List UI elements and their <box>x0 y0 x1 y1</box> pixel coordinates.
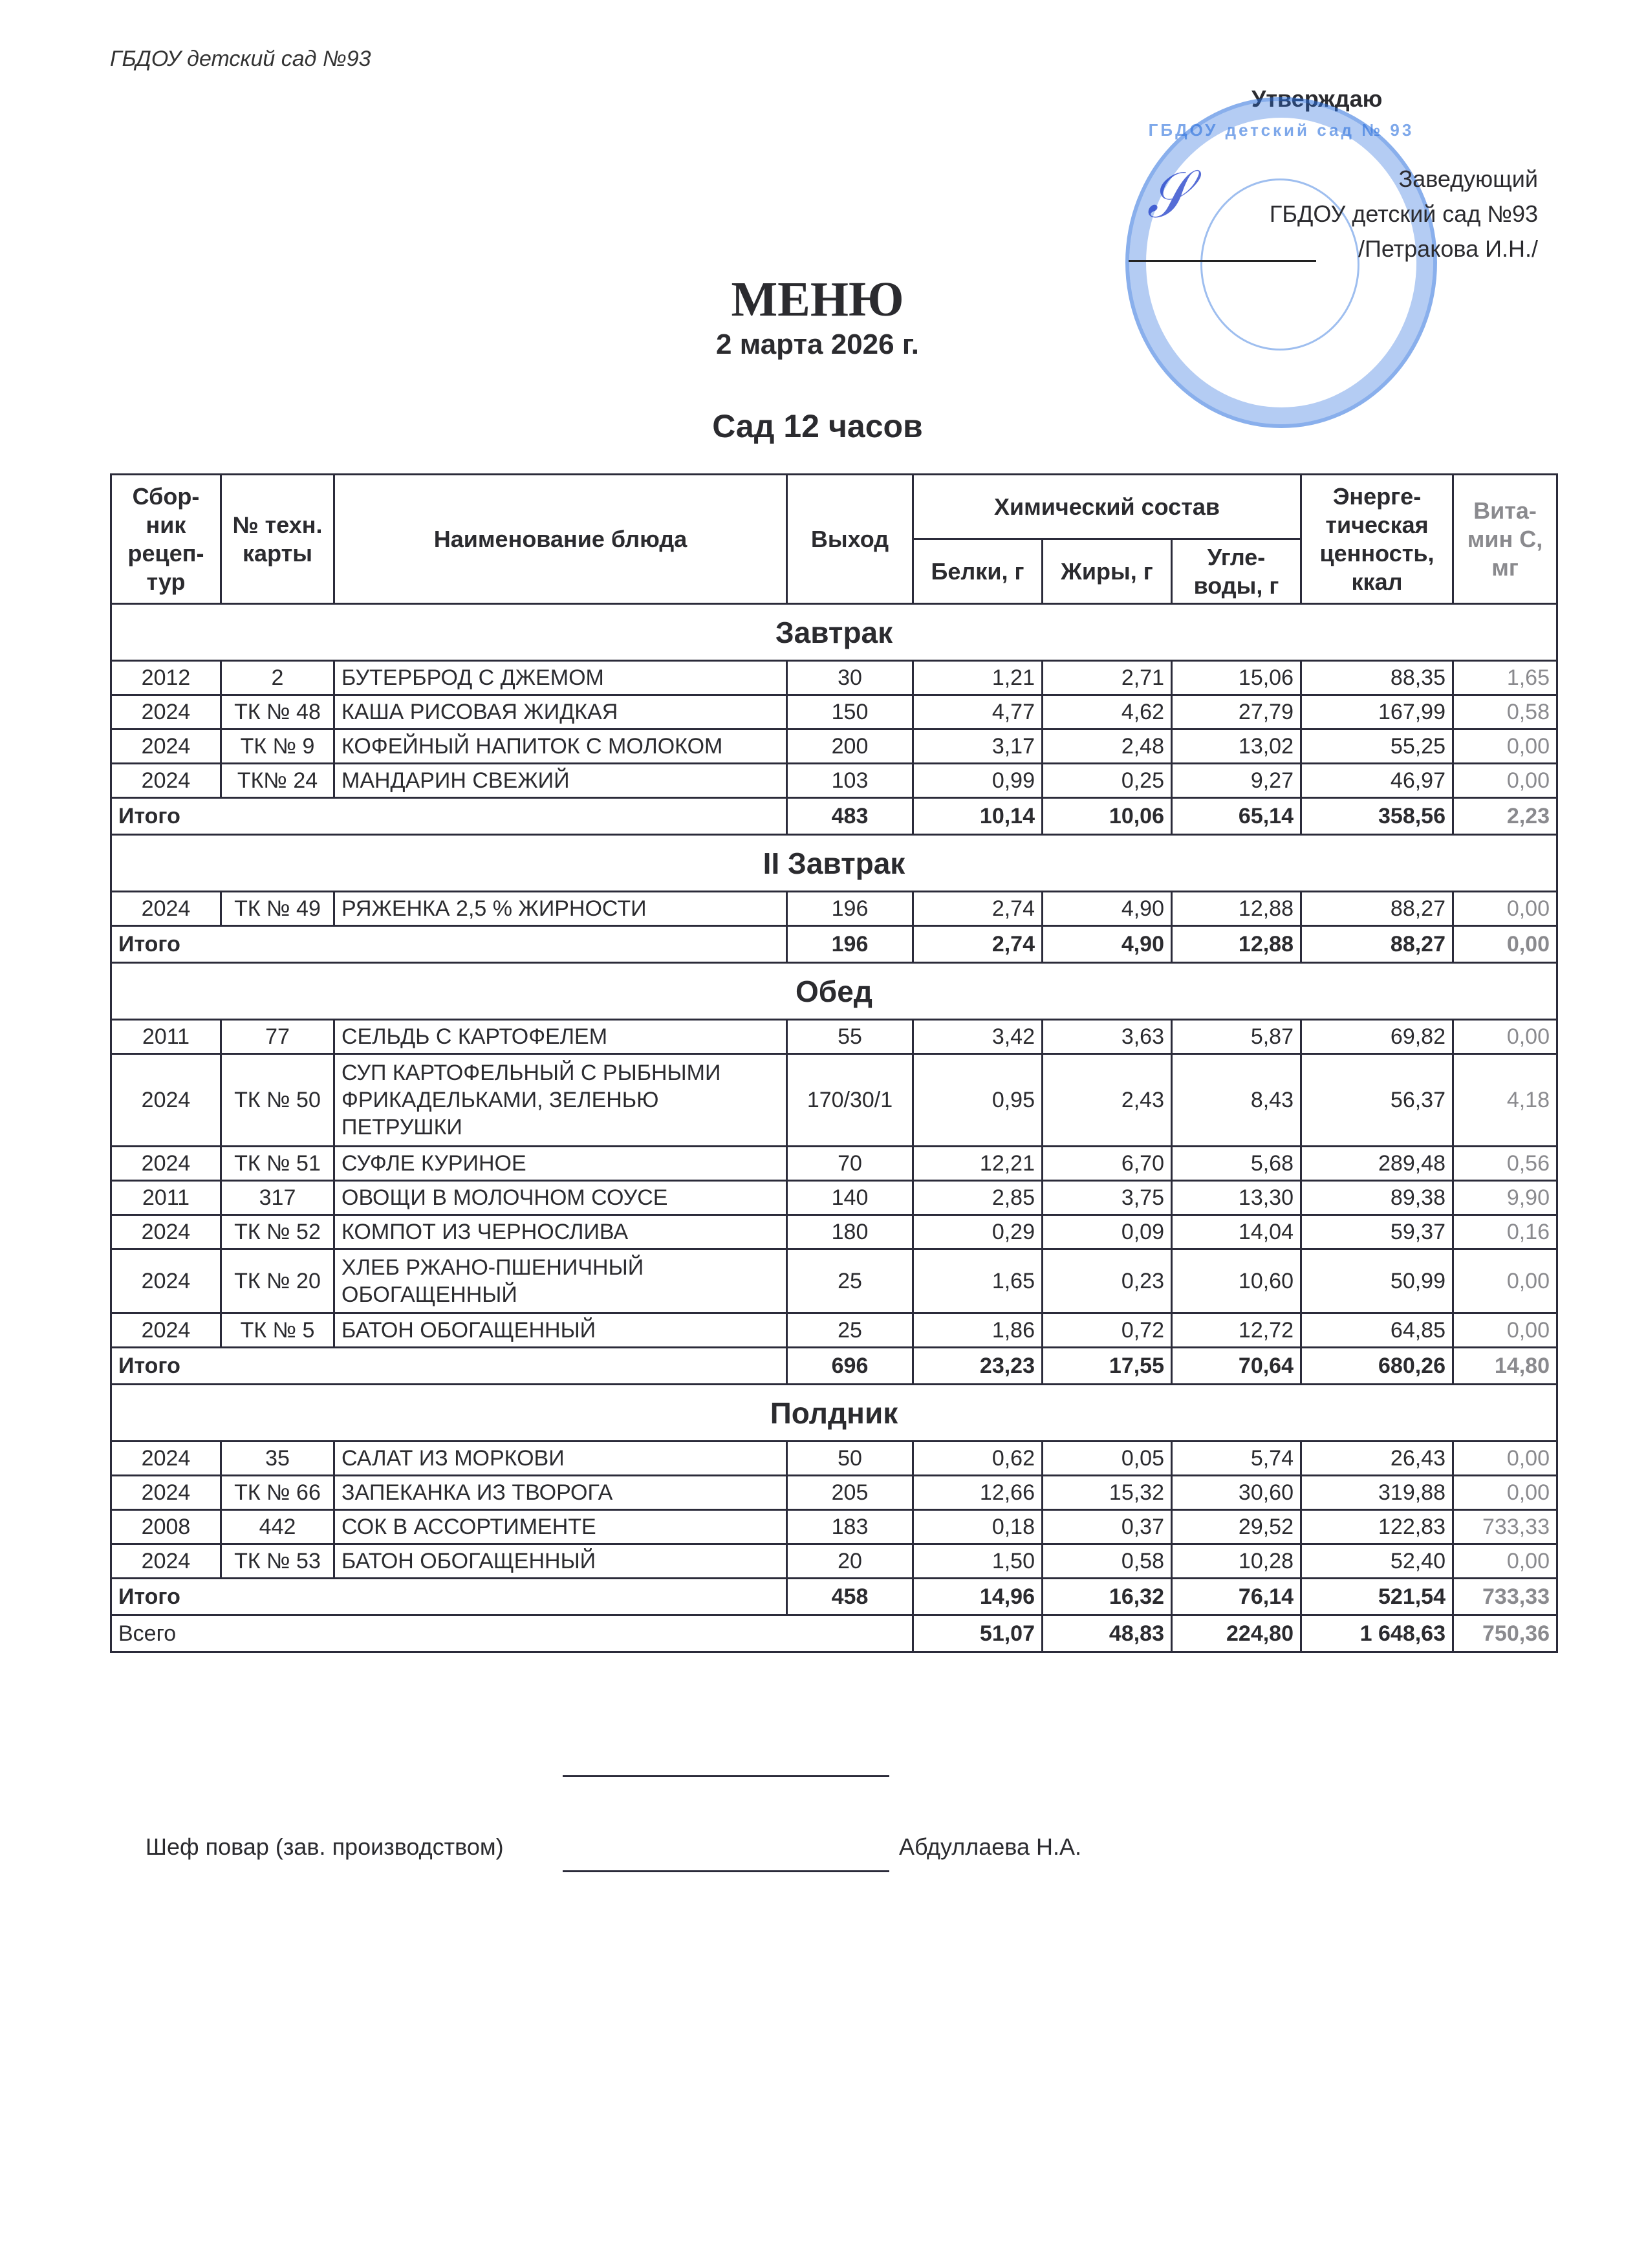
fat-value: 0,09 <box>1043 1215 1172 1249</box>
protein-value: 4,77 <box>913 695 1043 729</box>
dish-name: СУФЛЕ КУРИНОЕ <box>334 1147 787 1181</box>
energy-value: 50,99 <box>1301 1249 1453 1313</box>
fat-value: 0,58 <box>1043 1544 1172 1579</box>
protein-value: 2,85 <box>913 1181 1043 1215</box>
subtotal-vitamin-c: 14,80 <box>1453 1348 1557 1385</box>
grand-total-row <box>111 1615 1557 1652</box>
subtotal-row <box>111 1579 1557 1615</box>
collection-year: 2024 <box>111 1313 221 1348</box>
vitamin-c-value: 0,56 <box>1453 1147 1557 1181</box>
subtotal-vitamin-c: 2,23 <box>1453 798 1557 835</box>
subtotal-fat: 16,32 <box>1043 1579 1172 1615</box>
dish-name: БАТОН ОБОГАЩЕННЫЙ <box>334 1313 787 1348</box>
fat-value: 4,62 <box>1043 695 1172 729</box>
approver-name: /Петракова И.Н./ <box>1358 235 1538 262</box>
vitamin-c-value: 4,18 <box>1453 1054 1557 1147</box>
yield-value: 200 <box>787 729 913 764</box>
vitamin-c-value: 0,00 <box>1453 1249 1557 1313</box>
collection-year: 2024 <box>111 892 221 926</box>
subtotal-carbs: 65,14 <box>1172 798 1301 835</box>
carbs-value: 8,43 <box>1172 1054 1301 1147</box>
energy-value: 52,40 <box>1301 1544 1453 1579</box>
tech-card-number: ТК № 9 <box>221 729 334 764</box>
vitamin-c-value: 0,00 <box>1453 1544 1557 1579</box>
tech-card-number: ТК № 20 <box>221 1249 334 1313</box>
table-row <box>111 892 1557 926</box>
col-yield: Выход <box>787 475 913 604</box>
carbs-value: 14,04 <box>1172 1215 1301 1249</box>
table-row <box>111 1020 1557 1054</box>
yield-value: 70 <box>787 1147 913 1181</box>
protein-value: 0,29 <box>913 1215 1043 1249</box>
carbs-value: 5,74 <box>1172 1442 1301 1476</box>
dish-name: ОВОЩИ В МОЛОЧНОМ СОУСЕ <box>334 1181 787 1215</box>
tech-card-number: ТК № 48 <box>221 695 334 729</box>
dish-name: СОК В АССОРТИМЕНТЕ <box>334 1510 787 1544</box>
carbs-value: 10,60 <box>1172 1249 1301 1313</box>
table-row <box>111 1476 1557 1510</box>
subtotal-label: Итого <box>111 798 787 835</box>
signature-line-upper <box>563 1775 889 1777</box>
tech-card-number: ТК № 51 <box>221 1147 334 1181</box>
approver-block <box>1270 162 1538 266</box>
menu-date: 2 марта 2026 г. <box>716 329 919 360</box>
collection-year: 2008 <box>111 1510 221 1544</box>
energy-value: 88,27 <box>1301 892 1453 926</box>
col-tech-card: № техн. карты <box>221 475 334 604</box>
vitamin-c-value: 0,00 <box>1453 892 1557 926</box>
table-row <box>111 764 1557 798</box>
subtotal-yield: 696 <box>787 1348 913 1385</box>
fat-value: 0,23 <box>1043 1249 1172 1313</box>
vitamin-c-value: 0,00 <box>1453 764 1557 798</box>
yield-value: 140 <box>787 1181 913 1215</box>
protein-value: 0,95 <box>913 1054 1043 1147</box>
collection-year: 2024 <box>111 764 221 798</box>
fat-value: 0,25 <box>1043 764 1172 798</box>
yield-value: 20 <box>787 1544 913 1579</box>
energy-value: 289,48 <box>1301 1147 1453 1181</box>
yield-value: 25 <box>787 1249 913 1313</box>
protein-value: 1,65 <box>913 1249 1043 1313</box>
col-energy: Энерге-тическая ценность, ккал <box>1301 475 1453 604</box>
dish-name: БУТЕРБРОД С ДЖЕМОМ <box>334 661 787 695</box>
section-title: Обед <box>111 963 1557 1020</box>
protein-value: 12,66 <box>913 1476 1043 1510</box>
table-row <box>111 695 1557 729</box>
dish-name: КОМПОТ ИЗ ЧЕРНОСЛИВА <box>334 1215 787 1249</box>
energy-value: 167,99 <box>1301 695 1453 729</box>
grand-total-protein: 51,07 <box>913 1615 1043 1652</box>
section-title: Завтрак <box>111 604 1557 661</box>
yield-value: 55 <box>787 1020 913 1054</box>
col-collection: Сбор-ник рецеп-тур <box>111 475 221 604</box>
table-row <box>111 729 1557 764</box>
col-chem-composition: Химический состав <box>913 475 1301 539</box>
table-row <box>111 1054 1557 1147</box>
grand-total-carbs: 224,80 <box>1172 1615 1301 1652</box>
carbs-value: 13,02 <box>1172 729 1301 764</box>
yield-value: 183 <box>787 1510 913 1544</box>
section-title: Полдник <box>111 1385 1557 1442</box>
fat-value: 2,43 <box>1043 1054 1172 1147</box>
dish-name: БАТОН ОБОГАЩЕННЫЙ <box>334 1544 787 1579</box>
vitamin-c-value: 0,00 <box>1453 1442 1557 1476</box>
table-row <box>111 1544 1557 1579</box>
energy-value: 26,43 <box>1301 1442 1453 1476</box>
energy-value: 319,88 <box>1301 1476 1453 1510</box>
tech-card-number: ТК № 53 <box>221 1544 334 1579</box>
energy-value: 88,35 <box>1301 661 1453 695</box>
carbs-value: 15,06 <box>1172 661 1301 695</box>
section-header-row <box>111 963 1557 1020</box>
carbs-value: 13,30 <box>1172 1181 1301 1215</box>
tech-card-number: ТК № 5 <box>221 1313 334 1348</box>
carbs-value: 29,52 <box>1172 1510 1301 1544</box>
vitamin-c-value: 0,00 <box>1453 1020 1557 1054</box>
table-row <box>111 1442 1557 1476</box>
tech-card-number: ТК № 52 <box>221 1215 334 1249</box>
yield-value: 103 <box>787 764 913 798</box>
section-header-row <box>111 1385 1557 1442</box>
subtotal-protein: 2,74 <box>913 926 1043 963</box>
yield-value: 50 <box>787 1442 913 1476</box>
carbs-value: 12,72 <box>1172 1313 1301 1348</box>
subtotal-vitamin-c: 0,00 <box>1453 926 1557 963</box>
tech-card-number: 442 <box>221 1510 334 1544</box>
subtotal-energy: 680,26 <box>1301 1348 1453 1385</box>
dish-name: РЯЖЕНКА 2,5 % ЖИРНОСТИ <box>334 892 787 926</box>
subtotal-label: Итого <box>111 926 787 963</box>
fat-value: 6,70 <box>1043 1147 1172 1181</box>
menu-subtitle: Сад 12 часов <box>712 408 923 444</box>
tech-card-number: 317 <box>221 1181 334 1215</box>
energy-value: 89,38 <box>1301 1181 1453 1215</box>
chef-name: Абдуллаева Н.А. <box>899 1833 1082 1860</box>
menu-table <box>110 473 1558 1653</box>
fat-value: 0,05 <box>1043 1442 1172 1476</box>
collection-year: 2024 <box>111 729 221 764</box>
vitamin-c-value: 0,00 <box>1453 729 1557 764</box>
subtotal-row <box>111 798 1557 835</box>
subtotal-row <box>111 1348 1557 1385</box>
section-header-row <box>111 604 1557 661</box>
collection-year: 2024 <box>111 1476 221 1510</box>
col-fat: Жиры, г <box>1043 539 1172 604</box>
subtotal-energy: 88,27 <box>1301 926 1453 963</box>
approver-org: ГБДОУ детский сад №93 <box>1269 200 1538 227</box>
col-dish: Наименование блюда <box>334 475 787 604</box>
subtotal-protein: 10,14 <box>913 798 1043 835</box>
dish-name: КОФЕЙНЫЙ НАПИТОК С МОЛОКОМ <box>334 729 787 764</box>
collection-year: 2011 <box>111 1181 221 1215</box>
col-protein: Белки, г <box>913 539 1043 604</box>
table-row <box>111 1313 1557 1348</box>
tech-card-number: ТК № 66 <box>221 1476 334 1510</box>
dish-name: КАША РИСОВАЯ ЖИДКАЯ <box>334 695 787 729</box>
protein-value: 12,21 <box>913 1147 1043 1181</box>
table-row <box>111 1249 1557 1313</box>
yield-value: 205 <box>787 1476 913 1510</box>
subtotal-energy: 358,56 <box>1301 798 1453 835</box>
grand-total-label: Всего <box>111 1615 913 1652</box>
dish-name: СУП КАРТОФЕЛЬНЫЙ С РЫБНЫМИ ФРИКАДЕЛЬКАМИ, ЗЕЛЕНЬЮ ПЕТРУШКИ <box>334 1054 787 1147</box>
handwritten-signature-icon: 𝒮 <box>1140 158 1195 233</box>
subtotal-yield: 483 <box>787 798 913 835</box>
carbs-value: 12,88 <box>1172 892 1301 926</box>
carbs-value: 5,68 <box>1172 1147 1301 1181</box>
carbs-value: 9,27 <box>1172 764 1301 798</box>
dish-name: МАНДАРИН СВЕЖИЙ <box>334 764 787 798</box>
vitamin-c-value: 0,00 <box>1453 1476 1557 1510</box>
vitamin-c-value: 9,90 <box>1453 1181 1557 1215</box>
subtotal-carbs: 76,14 <box>1172 1579 1301 1615</box>
collection-year: 2024 <box>111 1442 221 1476</box>
grand-total-fat: 48,83 <box>1043 1615 1172 1652</box>
energy-value: 46,97 <box>1301 764 1453 798</box>
protein-value: 1,21 <box>913 661 1043 695</box>
table-row <box>111 1215 1557 1249</box>
dish-name: СЕЛЬДЬ С КАРТОФЕЛЕМ <box>334 1020 787 1054</box>
yield-value: 25 <box>787 1313 913 1348</box>
energy-value: 59,37 <box>1301 1215 1453 1249</box>
approver-position: Заведующий <box>1398 166 1538 192</box>
subtotal-protein: 23,23 <box>913 1348 1043 1385</box>
page-title: МЕНЮ <box>731 272 904 327</box>
organization-name: ГБДОУ детский сад №93 <box>110 47 371 71</box>
table-row <box>111 1181 1557 1215</box>
carbs-value: 10,28 <box>1172 1544 1301 1579</box>
subtotal-protein: 14,96 <box>913 1579 1043 1615</box>
subtotal-row <box>111 926 1557 963</box>
col-vitamin-c: Вита-мин С, мг <box>1453 475 1557 604</box>
collection-year: 2024 <box>111 1544 221 1579</box>
vitamin-c-value: 0,58 <box>1453 695 1557 729</box>
subtotal-vitamin-c: 733,33 <box>1453 1579 1557 1615</box>
vitamin-c-value: 0,00 <box>1453 1313 1557 1348</box>
subtotal-yield: 196 <box>787 926 913 963</box>
subtotal-fat: 4,90 <box>1043 926 1172 963</box>
table-row <box>111 1510 1557 1544</box>
table-row <box>111 661 1557 695</box>
col-carbs: Угле-воды, г <box>1172 539 1301 604</box>
table-row <box>111 1147 1557 1181</box>
stamp-text: ГБДОУ детский сад № 93 <box>1148 120 1414 140</box>
energy-value: 122,83 <box>1301 1510 1453 1544</box>
grand-total-vitamin-c: 750,36 <box>1453 1615 1557 1652</box>
protein-value: 1,86 <box>913 1313 1043 1348</box>
subtotal-energy: 521,54 <box>1301 1579 1453 1615</box>
protein-value: 3,17 <box>913 729 1043 764</box>
yield-value: 30 <box>787 661 913 695</box>
approver-signature-line <box>1129 260 1316 262</box>
subtotal-label: Итого <box>111 1579 787 1615</box>
tech-card-number: ТК№ 24 <box>221 764 334 798</box>
yield-value: 150 <box>787 695 913 729</box>
section-header-row <box>111 835 1557 892</box>
subtotal-fat: 17,55 <box>1043 1348 1172 1385</box>
carbs-value: 27,79 <box>1172 695 1301 729</box>
section-title: II Завтрак <box>111 835 1557 892</box>
vitamin-c-value: 0,16 <box>1453 1215 1557 1249</box>
protein-value: 2,74 <box>913 892 1043 926</box>
carbs-value: 30,60 <box>1172 1476 1301 1510</box>
fat-value: 0,72 <box>1043 1313 1172 1348</box>
subtotal-carbs: 12,88 <box>1172 926 1301 963</box>
fat-value: 2,48 <box>1043 729 1172 764</box>
collection-year: 2012 <box>111 661 221 695</box>
protein-value: 1,50 <box>913 1544 1043 1579</box>
subtotal-carbs: 70,64 <box>1172 1348 1301 1385</box>
protein-value: 3,42 <box>913 1020 1043 1054</box>
dish-name: САЛАТ ИЗ МОРКОВИ <box>334 1442 787 1476</box>
yield-value: 170/30/1 <box>787 1054 913 1147</box>
fat-value: 4,90 <box>1043 892 1172 926</box>
collection-year: 2011 <box>111 1020 221 1054</box>
collection-year: 2024 <box>111 1147 221 1181</box>
fat-value: 0,37 <box>1043 1510 1172 1544</box>
energy-value: 69,82 <box>1301 1020 1453 1054</box>
tech-card-number: ТК № 49 <box>221 892 334 926</box>
subtotal-fat: 10,06 <box>1043 798 1172 835</box>
yield-value: 196 <box>787 892 913 926</box>
vitamin-c-value: 733,33 <box>1453 1510 1557 1544</box>
fat-value: 3,63 <box>1043 1020 1172 1054</box>
protein-value: 0,99 <box>913 764 1043 798</box>
fat-value: 3,75 <box>1043 1181 1172 1215</box>
energy-value: 55,25 <box>1301 729 1453 764</box>
chef-role: Шеф повар (зав. производством) <box>146 1833 504 1860</box>
energy-value: 56,37 <box>1301 1054 1453 1147</box>
fat-value: 2,71 <box>1043 661 1172 695</box>
dish-name: ХЛЕБ РЖАНО-ПШЕНИЧНЫЙ ОБОГАЩЕННЫЙ <box>334 1249 787 1313</box>
energy-value: 64,85 <box>1301 1313 1453 1348</box>
carbs-value: 5,87 <box>1172 1020 1301 1054</box>
fat-value: 15,32 <box>1043 1476 1172 1510</box>
collection-year: 2024 <box>111 1249 221 1313</box>
collection-year: 2024 <box>111 1054 221 1147</box>
chef-signature-line <box>563 1870 889 1872</box>
dish-name: ЗАПЕКАНКА ИЗ ТВОРОГА <box>334 1476 787 1510</box>
protein-value: 0,18 <box>913 1510 1043 1544</box>
yield-value: 180 <box>787 1215 913 1249</box>
tech-card-number: 35 <box>221 1442 334 1476</box>
tech-card-number: 2 <box>221 661 334 695</box>
approve-label: Утверждаю <box>1251 85 1383 112</box>
tech-card-number: ТК № 50 <box>221 1054 334 1147</box>
collection-year: 2024 <box>111 695 221 729</box>
subtotal-label: Итого <box>111 1348 787 1385</box>
collection-year: 2024 <box>111 1215 221 1249</box>
subtotal-yield: 458 <box>787 1579 913 1615</box>
tech-card-number: 77 <box>221 1020 334 1054</box>
vitamin-c-value: 1,65 <box>1453 661 1557 695</box>
protein-value: 0,62 <box>913 1442 1043 1476</box>
grand-total-energy: 1 648,63 <box>1301 1615 1453 1652</box>
